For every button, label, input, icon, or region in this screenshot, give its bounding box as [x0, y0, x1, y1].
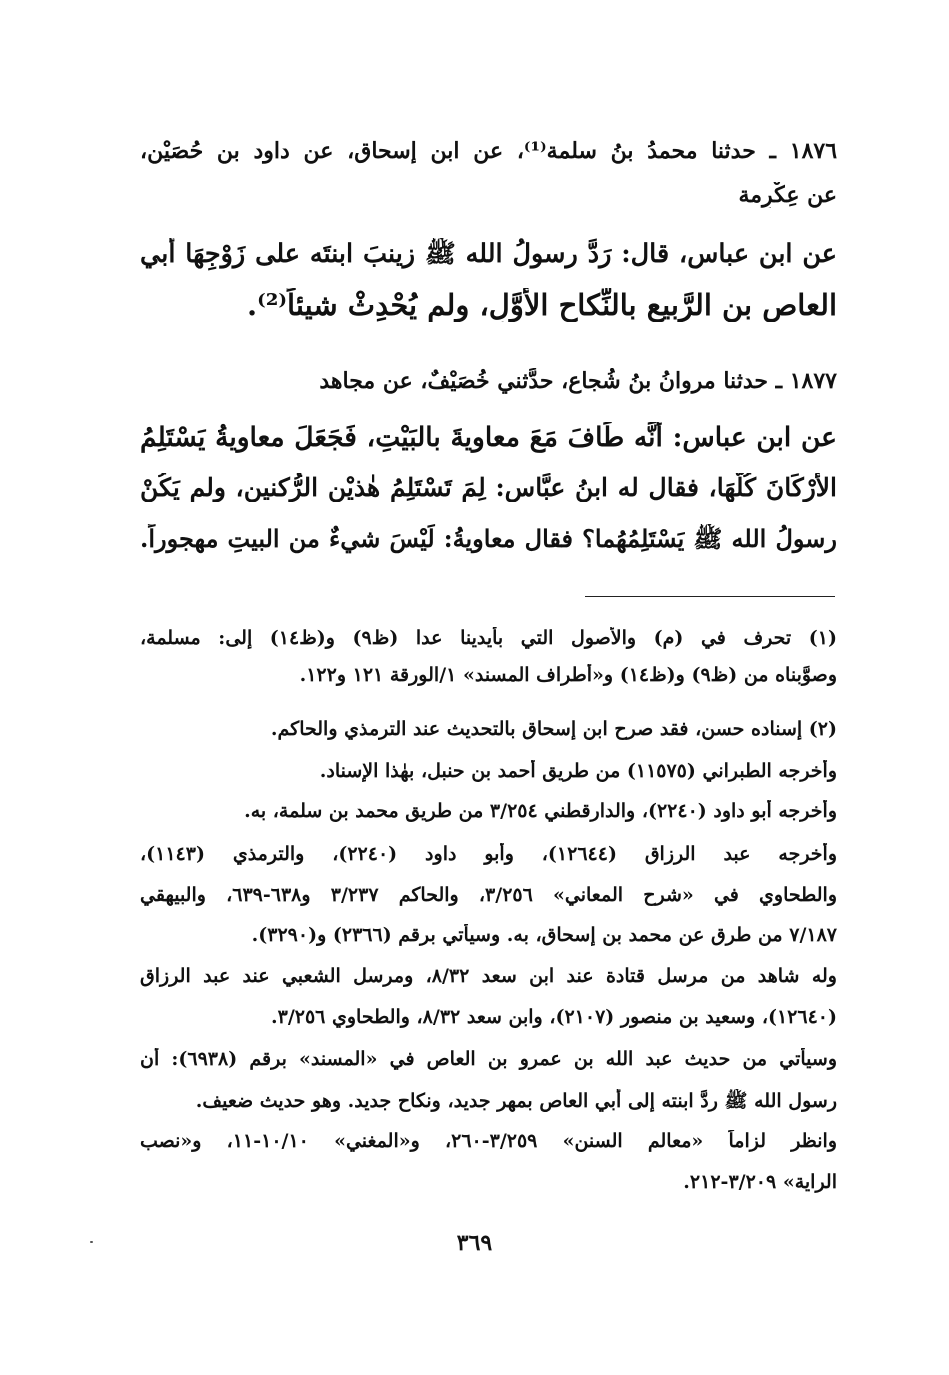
hadith-1876-isnad-line-2: عن عِكْرِمة: [738, 182, 837, 208]
hadith-1877-isnad-line-1: ١٨٧٧ ـ حدثنا مروانُ بنُ شُجاعٍ، حدَّثني خُصَيْفٌ، عن مجاهد: [319, 368, 837, 394]
hadith-1877-matn-line-3: رسولُ الله ﷺ يَسْتَلِمُهُما؟ فقال معاويةُ: لَيْسَ شيءٌ من البيتِ مهجوراً.: [140, 524, 837, 553]
footnote-2-line-10: رسول الله ﷺ ردَّ ابنته إلى أبي العاص بمهر جديد، ونكاح جديد. وهو حديث ضعيف.: [195, 1090, 837, 1112]
footnote-2-line-7: وله شاهد من مرسل قتادة عند ابن سعد ٨/٣٢، ومرسل الشعبي عند عبد الرزاق: [140, 965, 837, 987]
footnote-1-line-1: (١) تحرف في (م) والأصول التي بأيدينا عدا (ظ٩) و(ظ١٤) إلى: مسلمة،: [140, 627, 837, 649]
page-number: ٣٦٩: [456, 1230, 493, 1256]
footnote-2-line-9: وسيأتي من حديث عبد الله بن عمرو بن العاص في «المسند» برقم (٦٩٣٨): أن: [140, 1048, 837, 1070]
footnote-2-line-5: والطحاوي في «شرح المعاني» ٣/٢٥٦، والحاكم ٣/٢٣٧ و٦٣٨-٦٣٩، والبيهقي: [140, 884, 837, 906]
hadith-1877-matn-line-1: عن ابن عباس: أَنَّه طَافَ مَعَ معاويةَ بالبَيْتِ، فَجَعَلَ معاويةُ يَسْتَلِمُ: [140, 422, 837, 453]
footnote-divider: [585, 596, 835, 597]
footnote-2-line-6: ٧/١٨٧ من طرق عن محمد بن إسحاق، به. وسيأتي برقم (٢٣٦٦) و(٣٢٩٠).: [251, 924, 837, 946]
footnote-2-line-8: (١٢٦٤٠)، وسعيد بن منصور (٢١٠٧)، وابن سعد ٨/٣٢، والطحاوي ٣/٢٥٦.: [270, 1006, 837, 1028]
hadith-1876-matn-line-1: عن ابن عباس، قال: رَدَّ رسولُ الله ﷺ زينبَ ابنتَه على زَوْجِهَا أَبي: [140, 239, 837, 269]
footnote-2-line-12: الراية» ٣/٢٠٩-٢١٢.: [683, 1171, 837, 1193]
footnote-2-line-1: (٢) إسناده حسن، فقد صرح ابن إسحاق بالتحديث عند الترمذي والحاكم.: [270, 718, 837, 740]
footnote-2-line-11: وانظر لزاماً «معالم السنن» ٣/٢٥٩-٢٦٠، و«المغني» ١٠/١٠-١١، و«نصب: [140, 1130, 837, 1152]
footnote-2-line-4: وأخرجه عبد الرزاق (١٢٦٤٤)، وأبو داود (٢٢٤٠)، والترمذي (١١٤٣)،: [140, 843, 837, 865]
scan-speck: [90, 1241, 93, 1243]
hadith-1877-matn-line-2: الأَرْكَانَ كُلَّهَا، فقال له ابنُ عبَّاسٍ: لِمَ تَسْتَلِمُ هٰذيْنِ الرُّكنين، ولم يَكُنْ: [140, 473, 837, 502]
footnote-2-line-2: وأخرجه الطبراني (١١٥٧٥) من طريق أحمد بن حنبل، بهٰذا الإسناد.: [319, 760, 837, 782]
footnote-1-line-2: وصوَّبناه من (ظ٩) و(ظ١٤) و«أطراف المسند» ١/الورقة ١٢١ و١٢٢.: [299, 664, 837, 686]
footnote-2-line-3: وأخرجه أبو داود (٢٢٤٠)، والدارقطني ٣/٢٥٤ من طريق محمد بن سلمة، به.: [244, 800, 837, 822]
hadith-1876-isnad-line-1: ١٨٧٦ ـ حدثنا محمدُ بنُ سلمة⁽¹⁾، عن ابنِ إسحاق، عن داود بنِ حُصَيْنٍ،: [140, 138, 837, 164]
hadith-1876-matn-line-2: العاص بنِ الرَّبيعِ بالنِّكاحِ الأَوَّلِ، ولم يُحْدِثْ شيئاً⁽²⁾.: [246, 288, 837, 322]
